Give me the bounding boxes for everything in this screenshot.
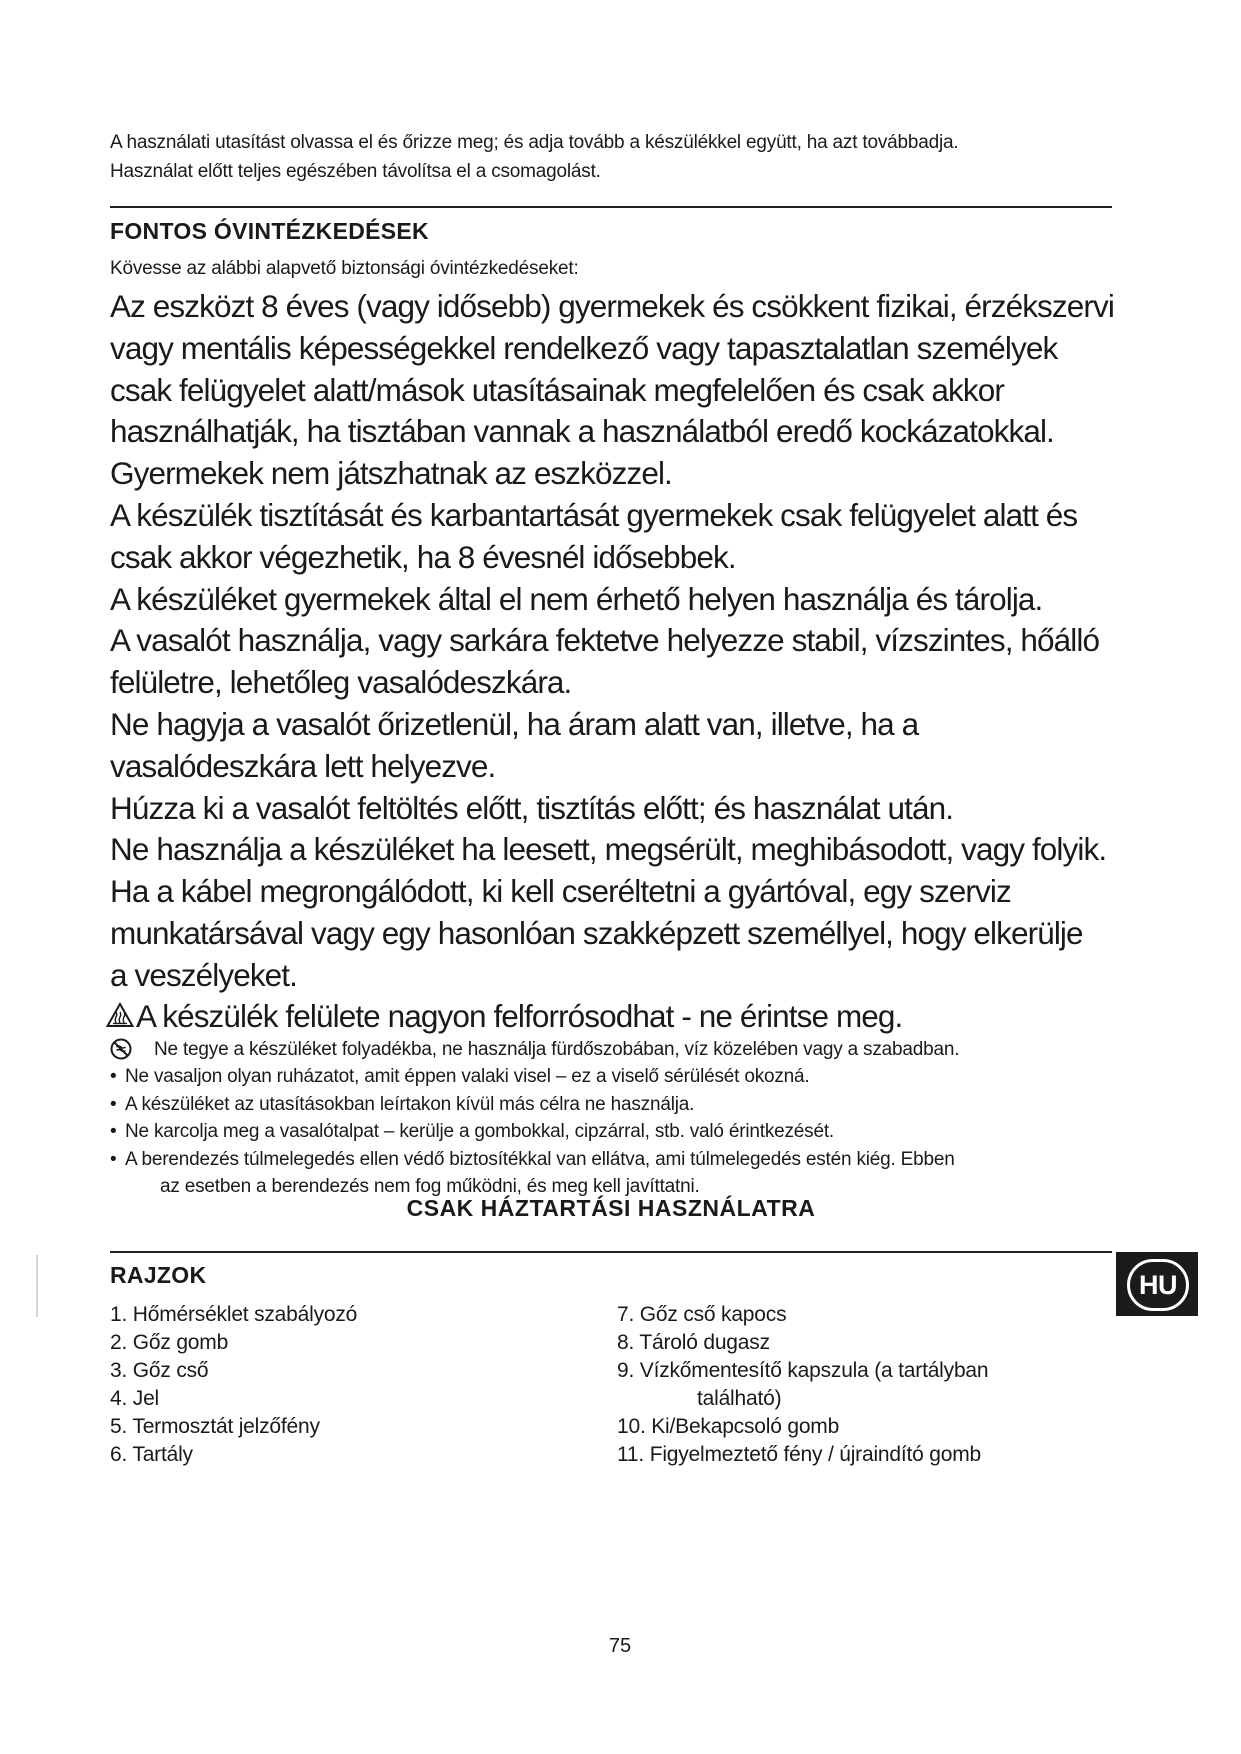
item-number: 3.: [110, 1359, 128, 1382]
safety-line: vagy mentális képességekkel rendelkező vagy tapasztalatlan személyek: [110, 329, 1058, 366]
item-number: 9.: [617, 1359, 635, 1382]
safety-line: Ha a kábel megrongálódott, ki kell cseréltetni a gyártóval, egy szerviz: [110, 873, 1011, 910]
bullet-dot: •: [110, 1148, 117, 1170]
bullet-dot: •: [110, 1121, 117, 1142]
bullet-dot: •: [110, 1066, 117, 1087]
no-water-immersion-icon: [110, 1038, 132, 1060]
safety-line: A készülék tisztítását és karbantartását gyermekek csak felügyelet alatt és: [110, 496, 1078, 533]
safety-line: Ne hagyja a vasalót őrizetlenül, ha áram alatt van, illetve, ha a: [110, 705, 919, 742]
safety-line: csak felügyelet alatt/mások utasításainak megfelelően és csak akkor: [110, 371, 1004, 408]
hot-surface-text: A készülék felülete nagyon felforrósodhat - ne érintse meg.: [136, 998, 903, 1034]
safety-line: a veszélyeket.: [110, 956, 297, 993]
parts-list-right: [617, 1301, 988, 1469]
item-number: 11.: [617, 1443, 645, 1466]
safety-line: vasalódeszkára lett helyezve.: [110, 747, 496, 784]
safety-line: felületre, lehetőleg vasalódeszkára.: [110, 664, 572, 701]
item-number: 10.: [617, 1415, 646, 1438]
hot-surface-warning: [106, 995, 902, 1037]
list-item: 8. Tároló dugasz: [617, 1329, 988, 1357]
list-item: 7. Gőz cső kapocs: [617, 1301, 988, 1329]
list-item: • A készüléket az utasításokban leírtakon kívül más célra ne használja.: [110, 1091, 1120, 1119]
list-item: 10. Ki/Bekapcsoló gomb: [617, 1413, 988, 1441]
item-number: 1.: [110, 1303, 128, 1326]
safety-line: használhatják, ha tisztában vannak a használatból eredő kockázatokkal.: [110, 413, 1054, 450]
list-item: 4. Jel: [110, 1385, 357, 1413]
divider: [110, 1251, 1112, 1253]
list-item: • Ne karcolja meg a vasalótalpat – kerülje a gombokkal, cipzárral, stb. való érintkezését.: [110, 1118, 1120, 1146]
intro-line: Használat előtt teljes egészében távolítsa el a csomagolást.: [110, 161, 601, 182]
list-item: • A berendezés túlmelegedés ellen védő biztosítékkal van ellátva, ami túlmelegedés estén kiég. Ebben az esetben a berendezés nem fog működni, és meg kell javíttatni.: [110, 1146, 1120, 1201]
no-water-warning: [110, 1036, 959, 1063]
household-use-heading: CSAK HÁZTARTÁSI HASZNÁLATRA: [406, 1195, 816, 1221]
language-badge: [1116, 1252, 1198, 1316]
safety-line: Gyermekek nem játszhatnak az eszközzel.: [110, 455, 672, 492]
safety-line: Az eszközt 8 éves (vagy idősebb) gyermekek és csökkent fizikai, érzékszervi: [110, 288, 1114, 324]
intro-text: [110, 128, 1110, 186]
item-number: 7.: [617, 1303, 635, 1326]
safety-line: csak akkor végezhetik, ha 8 évesnél idősebbek.: [110, 538, 736, 575]
language-code: HU: [1127, 1259, 1189, 1311]
parts-list-left: [110, 1301, 357, 1469]
page-number: 75: [608, 1635, 632, 1657]
item-number: 8.: [617, 1331, 635, 1354]
list-item-continuation: található): [697, 1387, 782, 1410]
safety-line: munkatársával vagy egy hasonlóan szakképzett személlyel, hogy elkerülje: [110, 914, 1083, 951]
bullet-dot: •: [110, 1093, 117, 1115]
margin-mark: [36, 1255, 38, 1317]
safety-large-text: [110, 286, 1140, 997]
item-number: 4.: [110, 1387, 128, 1410]
safety-line: A készüléket gyermekek által el nem érhető helyen használja és tárolja.: [110, 580, 1043, 617]
safety-intro: Kövesse az alábbi alapvető biztonsági óvintézkedéseket:: [110, 258, 579, 279]
item-number: 6.: [110, 1443, 128, 1466]
list-item: 3. Gőz cső: [110, 1357, 357, 1385]
list-item: 5. Termosztát jelzőfény: [110, 1413, 357, 1441]
item-number: 5.: [110, 1415, 128, 1438]
list-item: 6. Tartály: [110, 1441, 357, 1469]
drawings-title: RAJZOK: [110, 1262, 207, 1288]
item-number: 2.: [110, 1331, 128, 1354]
list-item: 9. Vízkőmentesítő kapszula (a tartályban található): [617, 1357, 988, 1413]
list-item: 11. Figyelmeztető fény / újraindító gomb: [617, 1441, 988, 1469]
list-item: • Ne vasaljon olyan ruházatot, amit éppen valaki visel – ez a viselő sérülését okozná.: [110, 1063, 1120, 1091]
list-item-continuation: az esetben a berendezés nem fog működni, és meg kell javíttatni.: [160, 1176, 700, 1197]
hot-surface-warning-icon: [106, 1002, 134, 1028]
safety-bullet-list: [110, 1063, 1120, 1201]
divider: [110, 206, 1112, 208]
intro-line: A használati utasítást olvassa el és őrizze meg; és adja tovább a készülékkel együtt, ha azt továbbadja.: [110, 132, 959, 153]
safety-title: FONTOS ÓVINTÉZKEDÉSEK: [110, 218, 429, 244]
safety-line: Húzza ki a vasalót feltöltés előtt, tisztítás előtt; és használat után.: [110, 789, 954, 826]
list-item: 1. Hőmérséklet szabályozó: [110, 1301, 357, 1329]
no-water-text: Ne tegye a készüléket folyadékba, ne használja fürdőszobában, víz közelében vagy a szabadban.: [154, 1039, 960, 1060]
list-item: 2. Gőz gomb: [110, 1329, 357, 1357]
safety-line: A vasalót használja, vagy sarkára fektetve helyezze stabil, vízszintes, hőálló: [110, 622, 1100, 659]
safety-line: Ne használja a készüléket ha leesett, megsérült, meghibásodott, vagy folyik.: [110, 831, 1107, 868]
